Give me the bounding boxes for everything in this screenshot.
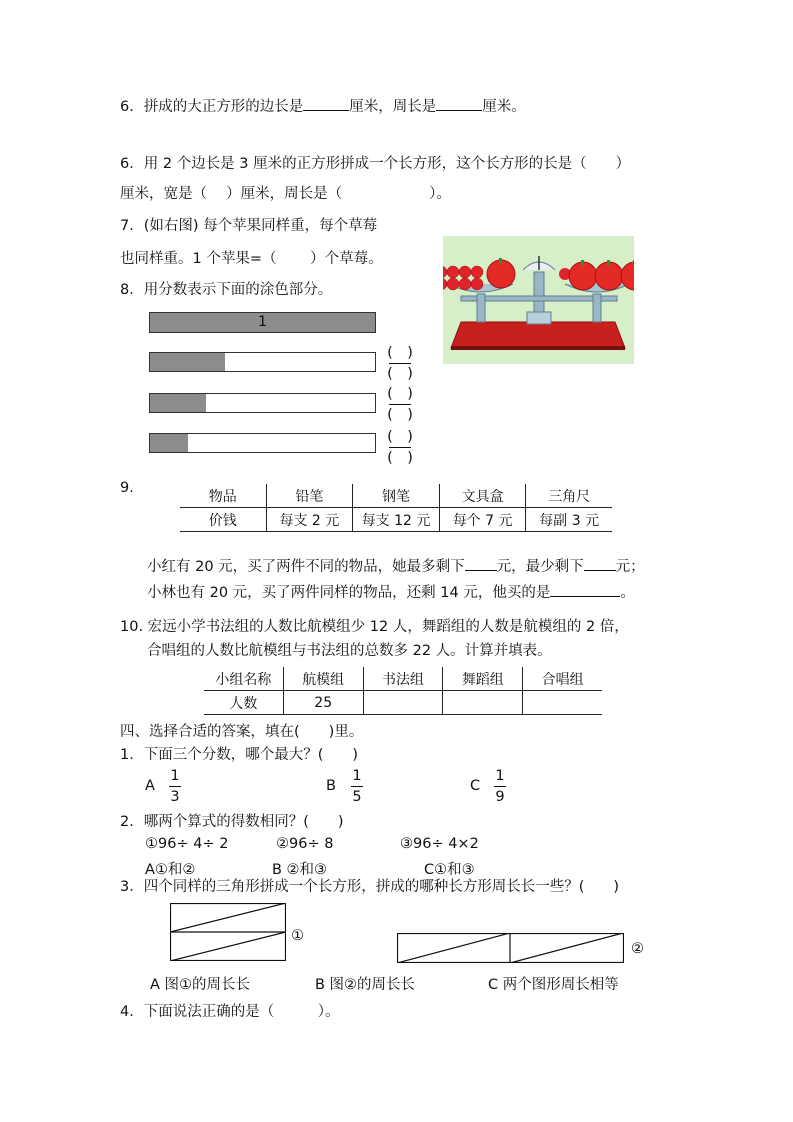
- table-cell: 书法组: [363, 667, 443, 691]
- table-cell: 价钱: [180, 508, 266, 532]
- table-cell: 每支 2 元: [266, 508, 353, 532]
- q8-bar-3-fill: [150, 434, 188, 452]
- q6a-text-1: 6．拼成的大正方形的边长是: [120, 99, 304, 115]
- q6b-line2: 厘米，宽是（ ）厘米，周长是（ ）。: [120, 186, 451, 202]
- s4-q3-option-b[interactable]: B 图②的周长长: [315, 977, 416, 993]
- s4-q3-figure-1-label: ①: [291, 928, 304, 944]
- q9-line1-text-1: 小红有 20 元，买了两件不同的物品，她最多剩下: [147, 559, 465, 575]
- s4-q2-option-c[interactable]: C①和③: [424, 862, 475, 878]
- table-cell: 25: [283, 691, 363, 715]
- q9-line1: [147, 556, 645, 577]
- s4-q2-expr-1: ①96÷ 4÷ 2: [145, 836, 229, 852]
- q6a-text-3: 厘米。: [482, 99, 526, 115]
- q6b-line1: 6．用 2 个边长是 3 厘米的正方形拼成一个长方形，这个长方形的长是（ ）: [120, 156, 631, 172]
- s4-q1-option-a-den: 3: [170, 789, 180, 805]
- q9-line2-text-2: 。: [620, 585, 635, 601]
- table-cell: 航模组: [283, 667, 363, 691]
- s4-q1-option-c-den: 9: [495, 789, 505, 805]
- q8-bar-3: [149, 433, 376, 453]
- balance-scale-image: [443, 236, 634, 364]
- table-cell: 小组名称: [204, 667, 283, 691]
- table-row: [204, 691, 602, 715]
- q8-answer-1[interactable]: [385, 344, 415, 383]
- table-cell-input[interactable]: [523, 691, 602, 715]
- q9-blank-most[interactable]: [465, 556, 497, 571]
- s4-q3-figure-2-label: ②: [631, 941, 644, 957]
- table-cell: 每支 12 元: [353, 508, 440, 532]
- q8-bar-2-fill: [150, 394, 206, 412]
- q9-price-table: [180, 484, 612, 532]
- q8-answer-2-den[interactable]: ( ): [387, 407, 413, 423]
- s4-q1-option-a-fraction: [160, 767, 190, 806]
- s4-q1-text: 1．下面三个分数，哪个最大？( ): [120, 747, 359, 763]
- section4-title: 四、选择合适的答案，填在( )里。: [120, 724, 364, 740]
- q8-bar-2: [149, 393, 376, 413]
- s4-q1-option-c-num: 1: [495, 768, 505, 784]
- s4-q2-text: 2．哪两个算式的得数相同？( ): [120, 814, 344, 830]
- s4-q1-option-a-num: 1: [170, 768, 180, 784]
- s4-q1-option-c-label[interactable]: C: [470, 778, 481, 794]
- table-row: [204, 667, 602, 691]
- s4-q1-option-b-fraction: [342, 767, 372, 806]
- table-row: [180, 508, 612, 532]
- s4-q2-option-a[interactable]: A①和②: [145, 862, 196, 878]
- s4-q1-option-b-label[interactable]: B: [326, 778, 336, 794]
- q8-answer-2-num[interactable]: ( ): [387, 386, 413, 402]
- q10-line2: 合唱组的人数比航模组与书法组的总数多 22 人。计算并填表。: [147, 643, 552, 659]
- s4-q1-option-c-fraction: [485, 767, 515, 806]
- s4-q1-option-b-num: 1: [352, 768, 362, 784]
- table-cell: 铅笔: [266, 484, 353, 508]
- q8-whole-bar: [149, 312, 376, 333]
- q8-answer-2[interactable]: [385, 385, 415, 424]
- q7-line2: 也同样重。1 个苹果=（ ）个草莓。: [120, 251, 383, 267]
- table-row: [180, 484, 612, 508]
- q9-line1-text-3: 元；: [615, 559, 645, 575]
- s4-q2-expr-2: ②96÷ 8: [276, 836, 334, 852]
- q9-line1-text-2: 元，最少剩下: [496, 559, 584, 575]
- s4-q3-text: 3．四个同样的三角形拼成一个长方形，拼成的哪种长方形周长长一些？( ): [120, 879, 620, 895]
- table-cell: 钢笔: [353, 484, 440, 508]
- q6a-blank-side[interactable]: [303, 96, 349, 111]
- q9-blank-item[interactable]: [550, 582, 620, 597]
- q8-answer-1-den[interactable]: ( ): [387, 366, 413, 382]
- q6a-blank-perimeter[interactable]: [436, 96, 482, 111]
- table-cell: 每副 3 元: [526, 508, 612, 532]
- table-cell-input[interactable]: [443, 691, 523, 715]
- table-cell: 人数: [204, 691, 283, 715]
- s4-q3-option-a[interactable]: A 图①的周长长: [150, 977, 251, 993]
- q8-answer-3-den[interactable]: ( ): [387, 450, 413, 466]
- q8-answer-3-num[interactable]: ( ): [387, 429, 413, 445]
- s4-q3-figure-1: [170, 903, 286, 961]
- q8-bar-1: [149, 352, 376, 372]
- s4-q2-expr-3: ③96÷ 4×2: [400, 836, 479, 852]
- q8-bar-1-fill: [150, 353, 225, 371]
- q8-whole-label: 1: [257, 314, 268, 330]
- s4-q2-option-b[interactable]: B ②和③: [272, 862, 328, 878]
- q10-line1: 10. 宏远小学书法组的人数比航模组少 12 人，舞蹈组的人数是航模组的 2 倍，: [120, 619, 629, 635]
- s4-q1-option-b-den: 5: [352, 789, 362, 805]
- q10-group-table: [204, 667, 602, 715]
- table-cell: 物品: [180, 484, 266, 508]
- q8-answer-3[interactable]: [385, 428, 415, 467]
- q6a-text-2: 厘米，周长是: [349, 99, 437, 115]
- table-cell: 三角尺: [526, 484, 612, 508]
- q9-line2: [147, 582, 635, 603]
- s4-q1-option-a-label[interactable]: A: [145, 778, 155, 794]
- table-cell: 合唱组: [523, 667, 602, 691]
- balance-scale-svg: [443, 236, 634, 364]
- s4-q3-option-c[interactable]: C 两个图形周长相等: [488, 977, 619, 993]
- q9-number: 9.: [120, 480, 134, 496]
- s4-q4-text: 4．下面说法正确的是（ ）。: [120, 1004, 340, 1020]
- q8-answer-1-num[interactable]: ( ): [387, 345, 413, 361]
- q9-line2-text-1: 小林也有 20 元，买了两件同样的物品，还剩 14 元，他买的是: [147, 585, 551, 601]
- table-cell: 舞蹈组: [443, 667, 523, 691]
- q7-line1: 7．(如右图) 每个苹果同样重，每个草莓: [120, 218, 378, 234]
- table-cell-input[interactable]: [363, 691, 443, 715]
- q6a-line: [120, 96, 526, 117]
- s4-q3-figure-2: [397, 933, 624, 963]
- q9-blank-least[interactable]: [584, 556, 616, 571]
- q8-text: 8．用分数表示下面的涂色部分。: [120, 282, 333, 298]
- table-cell: 文具盒: [439, 484, 526, 508]
- table-cell: 每个 7 元: [439, 508, 526, 532]
